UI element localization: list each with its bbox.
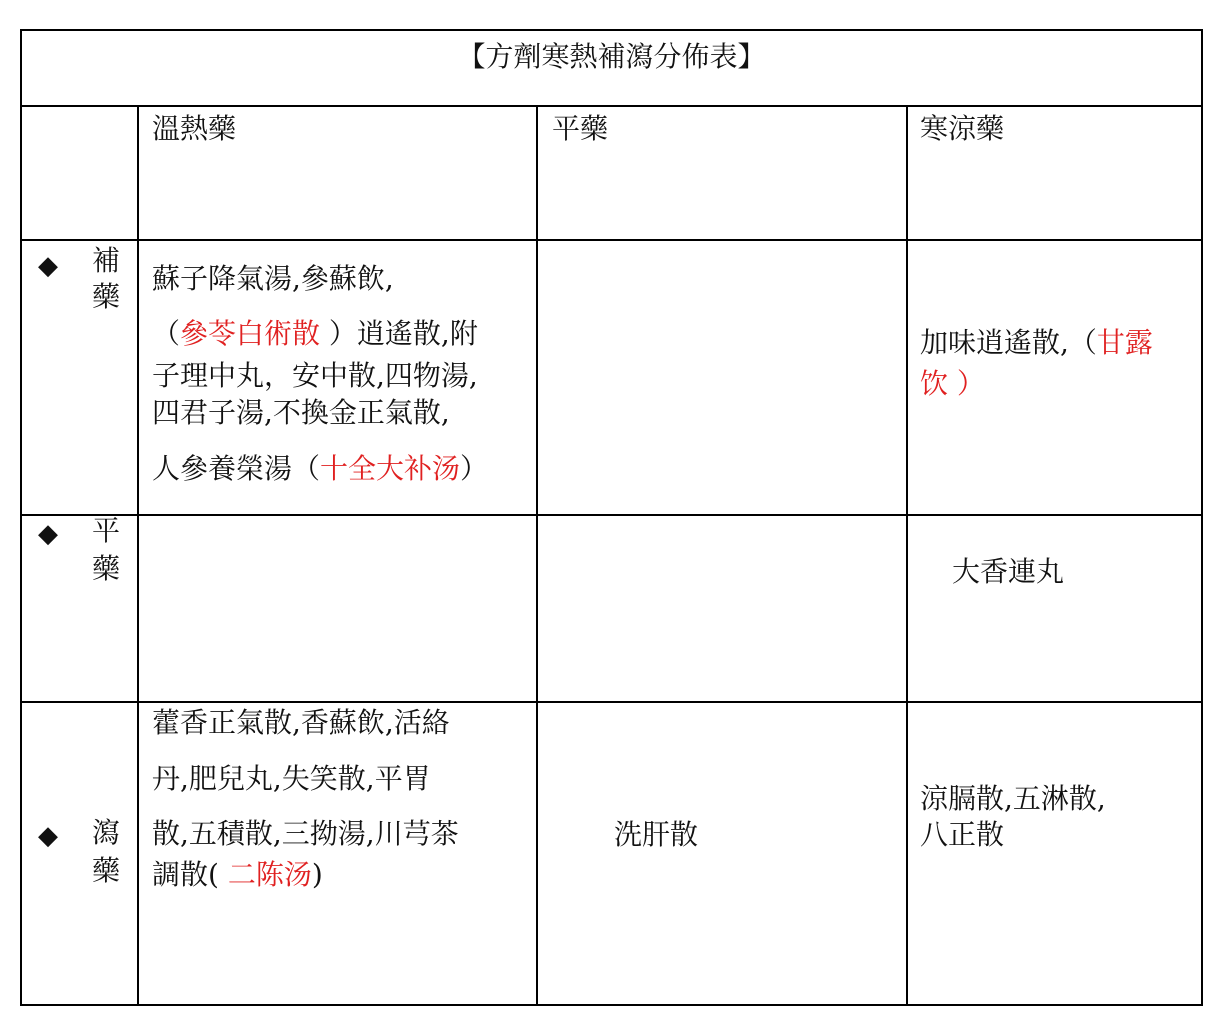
diamond-bullet: ◆ [38,251,58,281]
tonify-warm-line-5: 人參養榮湯（十全大补汤） [152,452,489,485]
table-title: 【方劑寒熱補瀉分佈表】 [457,40,766,73]
diamond-bullet: ◆ [38,519,58,549]
row-divider [22,514,1201,516]
row-label-neutral-1: 平 [91,514,120,547]
purge-warm-line-2: 丹,肥兒丸,失笑散,平胃 [152,762,431,795]
header-warm: 溫熱藥 [152,112,237,145]
column-divider [906,105,908,1004]
tonify-warm-line-3: 子理中丸，安中散,四物湯, [152,359,478,392]
purge-warm-line-1: 藿香正氣散,香蘇飲,活絡 [152,706,450,739]
row-label-tonify-1: 補 [91,244,120,277]
row-divider [22,239,1201,241]
row-label-purge-1: 瀉 [91,816,120,849]
diamond-bullet: ◆ [38,821,58,851]
purge-warm-line-4: 調散( 二陈汤) [152,858,323,891]
row-label-tonify-2: 藥 [91,280,120,313]
column-divider [137,105,139,1004]
purge-cold-line-2: 八正散 [920,818,1005,851]
purge-neutral-text: 洗肝散 [614,818,699,851]
header-cold: 寒涼藥 [920,112,1005,145]
tonify-cold-line-2: 饮 ） [920,367,985,400]
purge-cold-line-1: 涼膈散,五淋散, [920,782,1106,815]
tonify-warm-line-2: （參苓白術散 ）逍遙散,附 [152,317,478,350]
tonify-warm-line-4: 四君子湯,不換金正氣散, [152,396,450,429]
tonify-warm-line-1: 蘇子降氣湯,參蘇飲, [152,262,394,295]
row-label-neutral-2: 藥 [91,552,120,585]
neutral-cold-text: 大香連丸 [952,555,1065,588]
column-divider [536,105,538,1004]
tonify-cold-line-1: 加味逍遙散,（甘露 [920,326,1153,359]
formula-distribution-table [20,29,1203,1006]
purge-warm-line-3: 散,五積散,三拗湯,川芎茶 [152,817,459,850]
header-neutral: 平藥 [552,112,609,145]
row-label-purge-2: 藥 [91,854,120,887]
row-divider [22,105,1201,107]
